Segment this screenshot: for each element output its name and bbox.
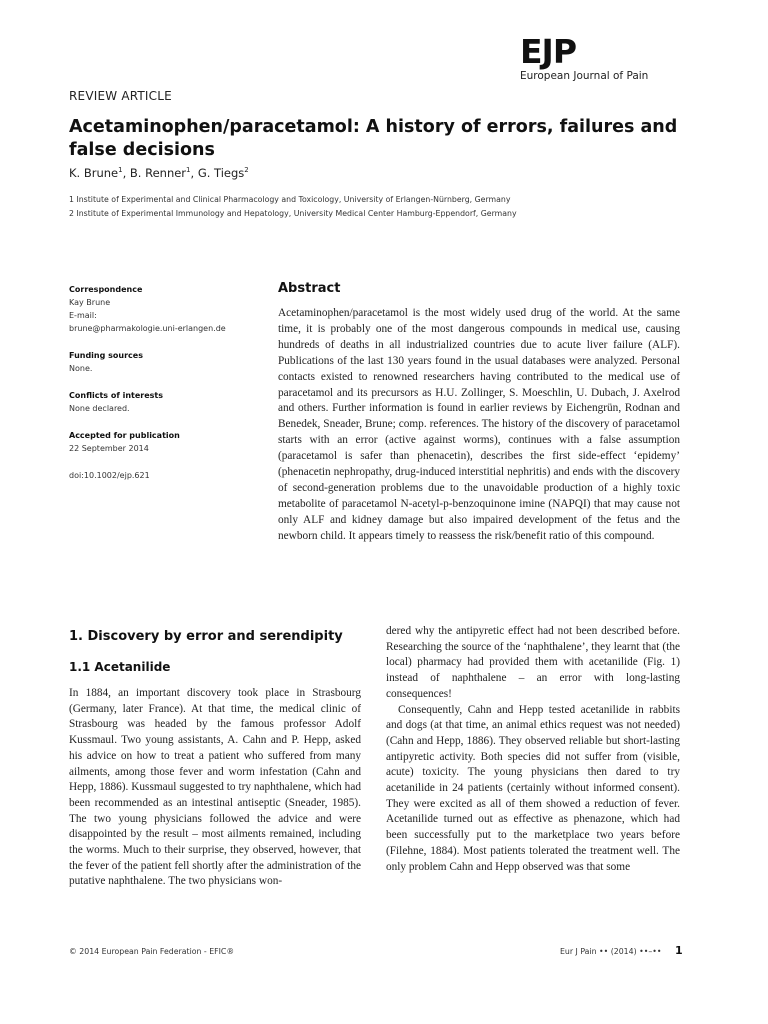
footer-copyright: © 2014 European Pain Federation - EFIC® — [69, 947, 235, 956]
author-affiliation-mark: 1 — [186, 166, 191, 175]
subsection-heading: 1.1 Acetanilide — [69, 660, 171, 674]
author-list: K. Brune$^1$, B. Renner$^1$, G. Tiegs$^2$ — [69, 166, 249, 180]
conflicts-value: None declared. — [69, 404, 130, 413]
accepted-label: Accepted for publication — [69, 431, 180, 440]
doi-link[interactable]: doi:10.1002/ejp.621 — [69, 471, 150, 480]
body-paragraph: Consequently, Cahn and Hepp tested acetanilide in rabbits and dogs (at that time, an animal ethics request was not needed) (Cahn and Hepp, 1886). They observed reliable but short-lasting antipyretic activity. Both species did not suffer from (visible, acute) toxicity. The young physicians then dared to try acetanilide in 24 patients (certainly without informed consent). They were excited as all of them showed a reduction of fever. Acetanilide turned out as effective as phenazone, which had been successfully put to the marketplace two years before (Filehne, 1884). Most patients tolerated the treatment well. The only problem Cahn and Hepp observed was that some — [386, 703, 680, 873]
conflicts-block — [69, 389, 269, 415]
correspondence-label: Correspondence — [69, 285, 143, 294]
abstract-text: Acetaminophen/paracetamol is the most widely used drug of the world. At the same time, it is probably one of the most dangerous compounds in medical use, causing hundreds of deaths in all industrialized countries due to acute liver failure (ALF). Publications of the last 130 years found in the usual databases were analyzed. Personal contacts existed to renowned researchers having contributed to the medical use of paracetamol and its precursors as H.U. Zollinger, S. Moeschlin, U. Dubach, J. Axelrod and others. Further information is found in earlier reviews by Eichengrün, Rodnan and Benedek, Sneader, Brune; comp. references. The history of the discovery of paracetamol starts with an error (active against worms), continues with a false assumption (paracetamol is safer than phenacetin), describes the first side-effect ‘epidemy’ (phenacetin nephropathy, drug-induced interstitial nephritis) and ends with the discovery of second-generation problems due to the unavoidable production of a highly toxic metabolite of paracetamol N-acetyl-p-benzoquinone imine (NAPQI) that may cause not only ALF and kidney damage but also impaired development of the fetus and the newborn child. It appears timely to reassess the risk/benefit ratio of this compound. — [278, 307, 680, 542]
correspondence-name: Kay Brune — [69, 298, 111, 307]
accepted-block — [69, 429, 269, 455]
article-title: Acetaminophen/paracetamol: A history of errors, failures and false decisions — [69, 117, 678, 160]
author-affiliation-mark: 1 — [118, 166, 123, 175]
article-type: REVIEW ARTICLE — [69, 89, 172, 103]
page-number: 1 — [675, 944, 683, 957]
email-link[interactable]: brune@pharmakologie.uni-erlangen.de — [69, 324, 226, 333]
author-name: G. Tiegs — [197, 166, 245, 180]
body-paragraph: dered why the antipyretic effect had not been described before. Researching the source of the ‘naphthalene’, they learnt that (the local) pharmacy had provided them with acetanilide (Fig. 1) instead of naphthalene – an error with long-lasting consequences! — [386, 625, 680, 700]
body-text-column-left: In 1884, an important discovery took place in Strasbourg (Germany, later France). At that time, the medical clinic of Strasbourg was headed by the famous professor Adolf Kussmaul. Two young assistants, A. Cahn and P. Hepp, asked his advice on how to treat a patient who suffered from many ailments, among those fever and worm infestation (Cahn and Hepp, 1886). Kussmaul suggested to try naphthalene, which had been recommended as an intestinal antiseptic (Sneader, 1985). The two young physicians followed the advice and were disappointed by the result – most ailments remained, including the worms. Much to their surprise, they observed, however, that the fever of the patient fell shortly after the administration of the putative naphthalene. The two physicians won- — [69, 687, 361, 888]
author-name: K. Brune — [69, 166, 119, 180]
doi-block — [69, 469, 269, 482]
article-metadata-sidebar — [69, 283, 269, 496]
affiliation: 2 Institute of Experimental Immunology and Hepatology, University Medical Center Hamburg-Eppendorf, Germany — [69, 209, 517, 218]
funding-label: Funding sources — [69, 351, 143, 360]
journal-logo — [520, 34, 690, 82]
body-text-column-right — [386, 624, 680, 875]
footer-citation: Eur J Pain •• (2014) ••–•• — [560, 947, 662, 956]
accepted-date: 22 September 2014 — [69, 444, 149, 453]
author-affiliation-mark: 2 — [244, 166, 249, 175]
abstract-heading: Abstract — [278, 281, 341, 296]
conflicts-label: Conflicts of interests — [69, 391, 164, 400]
funding-value: None. — [69, 364, 93, 373]
correspondence-block — [69, 283, 269, 335]
funding-block — [69, 349, 269, 375]
author-name: B. Renner — [129, 166, 187, 180]
section-heading: 1. Discovery by error and serendipity — [69, 629, 343, 644]
journal-logo-mark: EJP — [520, 32, 577, 71]
email-label: E-mail: — [69, 311, 97, 320]
journal-name: European Journal of Pain — [520, 70, 649, 82]
affiliation: 1 Institute of Experimental and Clinical Pharmacology and Toxicology, University of Erlangen-Nürnberg, Germany — [69, 195, 511, 204]
